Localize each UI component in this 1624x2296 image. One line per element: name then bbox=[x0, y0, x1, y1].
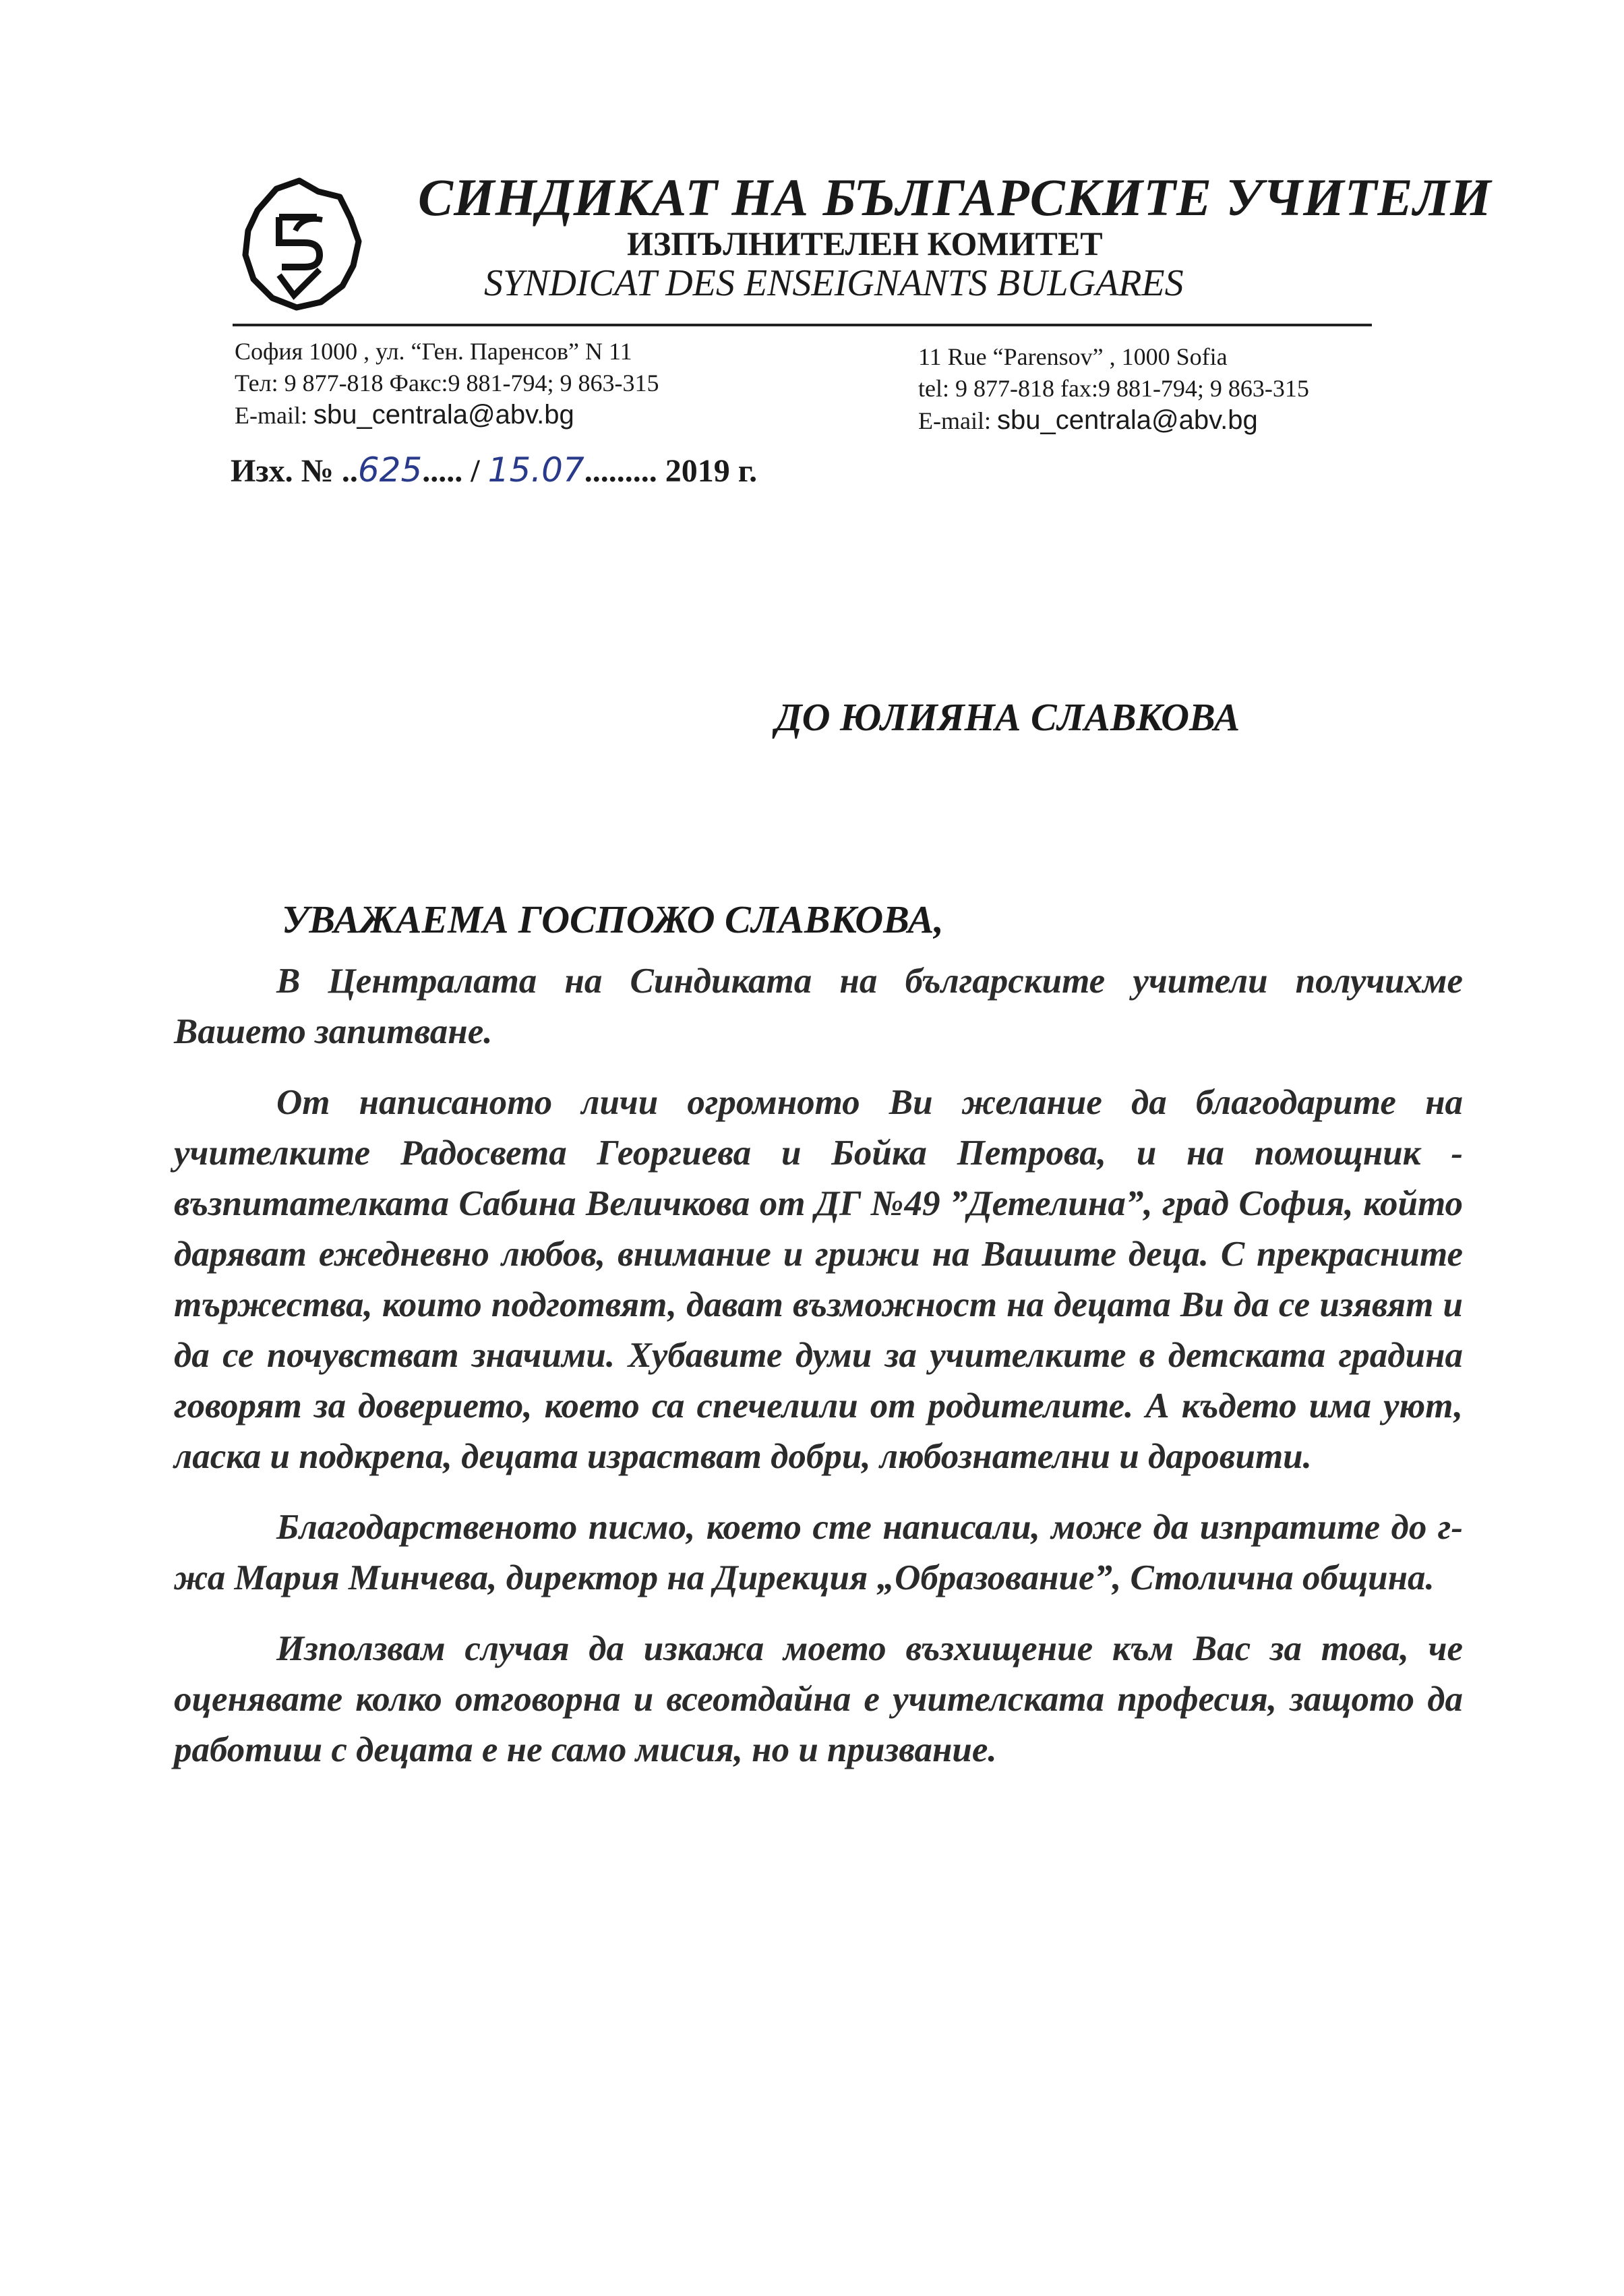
ref-year: 2019 г. bbox=[665, 453, 758, 489]
address-bg: София 1000 , ул. “Ген. Паренсов” N 11 bbox=[235, 338, 632, 365]
ref-label: Изх. № bbox=[231, 453, 334, 489]
recipient: ДО ЮЛИЯНА СЛАВКОВА bbox=[775, 695, 1240, 739]
phones-bg: Тел: 9 877-818 Факс:9 881-794; 9 863-315 bbox=[235, 370, 659, 396]
letter-body bbox=[174, 956, 1463, 1798]
phones-fr: tel: 9 877-818 fax:9 881-794; 9 863-315 bbox=[918, 375, 1309, 402]
header-divider bbox=[233, 324, 1372, 326]
outgoing-reference bbox=[231, 450, 757, 490]
org-name-fr: SYNDICAT DES ENSEIGNANTS BULGARES bbox=[484, 262, 1184, 304]
paragraph: В Централата на Синдиката на българските учители получихме Вашето запитване. bbox=[174, 962, 1463, 1051]
sbu-logo-icon bbox=[237, 177, 365, 312]
salutation: УВАЖАЕМА ГОСПОЖО СЛАВКОВА, bbox=[282, 897, 944, 941]
ref-number: 625 bbox=[357, 450, 423, 490]
email-fr: sbu_centrala@abv.bg bbox=[996, 405, 1258, 435]
email-line-fr bbox=[918, 405, 1309, 437]
contact-block-bg bbox=[235, 336, 659, 432]
email-label-fr: E-mail: bbox=[918, 407, 991, 434]
paragraph: От написаното личи огромното Ви желание да благодарите на учителките Радосвета Георгиева и Бойка Петрова, и на помощник - възпитателката Сабина Величкова от ДГ №49 ”Детелина”, град София, който даряват ежедневно любов, внимание и грижи на Вашите деца. С прекрасните тържества, които подготвят, дават възможност на децата Ви да се изявят и да се почувстват значими. Хубавите думи за учителките в детската градина говорят за доверието, което са спечелили от родителите. А където има уют, ласка и подкрепа, децата израстват добри, любознателни и даровити. bbox=[174, 1083, 1463, 1476]
address-fr: 11 Rue “Parensov” , 1000 Sofia bbox=[918, 343, 1228, 370]
contact-block-fr bbox=[918, 341, 1309, 437]
email-bg: sbu_centrala@abv.bg bbox=[313, 400, 574, 430]
ref-date: 15.07 bbox=[487, 450, 584, 490]
ref-dots: ......... bbox=[584, 453, 665, 489]
email-label-bg: E-mail: bbox=[235, 402, 307, 429]
org-name-bg: СИНДИКАТ НА БЪЛГАРСКИТЕ УЧИТЕЛИ bbox=[418, 168, 1492, 227]
paragraph: Благодарственото писмо, което сте написали, може да изпратите до г-жа Мария Минчева, директор на Дирекция „Образование”, Столична община. bbox=[174, 1508, 1463, 1597]
committee-title: ИЗПЪЛНИТЕЛЕН КОМИТЕТ bbox=[627, 225, 1103, 262]
email-line-bg bbox=[235, 399, 659, 432]
paragraph: Използвам случая да изкажа моето възхищение към Вас за това, че оценявате колко отговорна и всеотдайна е учителската професия, защото да работиш с децата е не само мисия, но и призвание. bbox=[174, 1629, 1463, 1769]
ref-dots: .. bbox=[333, 453, 358, 489]
ref-dots: ..... / bbox=[422, 453, 488, 489]
